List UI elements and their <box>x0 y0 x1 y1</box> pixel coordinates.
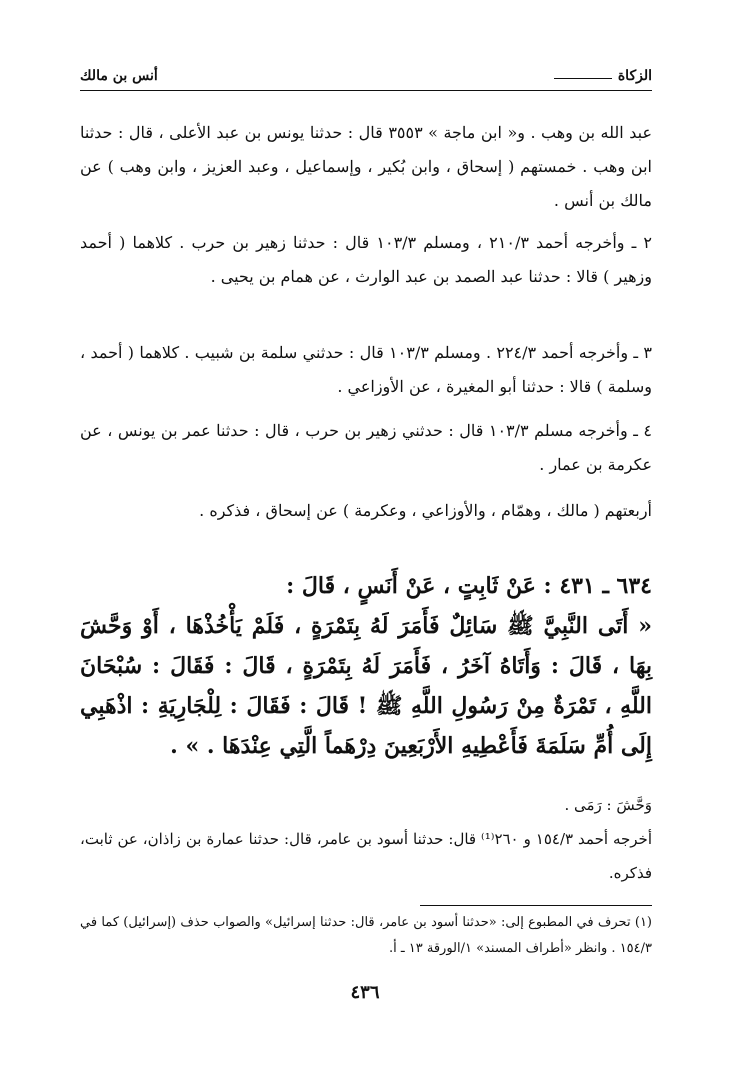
paragraph-text: ٢ ـ وأخرجه أحمد ٢١٠/٣ ، ومسلم ١٠٣/٣ قال : حدثنا زهير بن حرب . كلاهما ( أحمد وزهير ) قالا : حدثنا عبد الصمد بن عبد الوارث ، عن همام بن يحيى . <box>80 233 652 286</box>
header-underline <box>80 90 652 91</box>
hadith-block <box>80 566 652 766</box>
paragraph-4 <box>80 414 652 482</box>
paragraph-text: عبد الله بن وهب . و« ابن ماجة » ٣٥٥٣ قال : حدثنا يونس بن عبد الأعلى ، قال : حدثنا ابن وهب . خمستهم ( إسحاق ، وابن بُكير ، وإسماعيل ، وعبد العزيز ، وابن وهب ) عن مالك بن أنس . <box>80 123 652 210</box>
book-title: أنس بن مالك <box>80 68 158 84</box>
chapter-title: الزكاة <box>617 68 652 84</box>
paragraph-2 <box>80 226 652 294</box>
gloss-text: وَحَّشَ : رَمَى . <box>564 796 652 814</box>
page-number: ٤٣٦ <box>350 982 380 1003</box>
footnote-rule <box>420 905 652 906</box>
paragraph-5 <box>80 494 652 528</box>
paragraph-1 <box>80 116 652 218</box>
header-rule <box>554 78 612 79</box>
takhrij-text: أخرجه أحمد ١٥٤/٣ و ٢٦٠⁽¹⁾ قال: حدثنا أسود بن عامر، قال: حدثنا عمارة بن زاذان، عن ثابت، فذكره. <box>80 830 652 882</box>
hadith-text: « أَتَى النَّبِيَّ ﷺ سَائِلٌ فَأَمَرَ لَهُ بِتَمْرَةٍ ، فَلَمْ يَأْخُذْهَا ، أَوْ وَحَّشَ بِهَا ، قَالَ : وَأَتَاهُ آخَرُ ، فَأَمَرَ لَهُ بِتَمْرَةٍ ، قَالَ : فَقَالَ : سُبْحَانَ اللَّهِ ، تَمْرَةٌ مِنْ رَسُولِ اللَّهِ ﷺ ! قَالَ : فَقَالَ : لِلْجَارِيَةِ : اذْهَبِي إِلَى أُمِّ سَلَمَةَ فَأَعْطِيهِ الأَرْبَعِينَ دِرْهَماً الَّتِي عِنْدَهَا . » . <box>80 613 652 759</box>
running-header <box>80 66 652 92</box>
hadith-heading: ٦٣٤ ـ ٤٣١ : عَنْ ثَابِتٍ ، عَنْ أَنَسٍ ، قَالَ : <box>286 573 652 599</box>
paragraph-text: ٤ ـ وأخرجه مسلم ١٠٣/٣ قال : حدثني زهير بن حرب ، قال : حدثنا عمر بن يونس ، عن عكرمة بن عمار . <box>80 421 652 474</box>
gloss-block <box>80 790 652 820</box>
paragraph-text: أربعتهم ( مالك ، وهمّام ، والأوزاعي ، وعكرمة ) عن إسحاق ، فذكره . <box>199 501 652 520</box>
takhrij-block <box>80 822 652 890</box>
paragraph-3 <box>80 336 652 404</box>
footnote-block <box>80 910 652 962</box>
footnote-text: (١) تحرف في المطبوع إلى: «حدثنا أسود بن عامر، قال: حدثنا إسرائيل» والصواب حذف (إسرائيل) كما في ١٥٤/٣ . وانظر «أطراف المسند» ١/الورقة ١٣ ـ أ. <box>80 915 652 956</box>
paragraph-text: ٣ ـ وأخرجه أحمد ٢٢٤/٣ . ومسلم ١٠٣/٣ قال : حدثني سلمة بن شبيب . كلاهما ( أحمد ، وسلمة ) قالا : حدثنا أبو المغيرة ، عن الأوزاعي . <box>80 343 653 396</box>
